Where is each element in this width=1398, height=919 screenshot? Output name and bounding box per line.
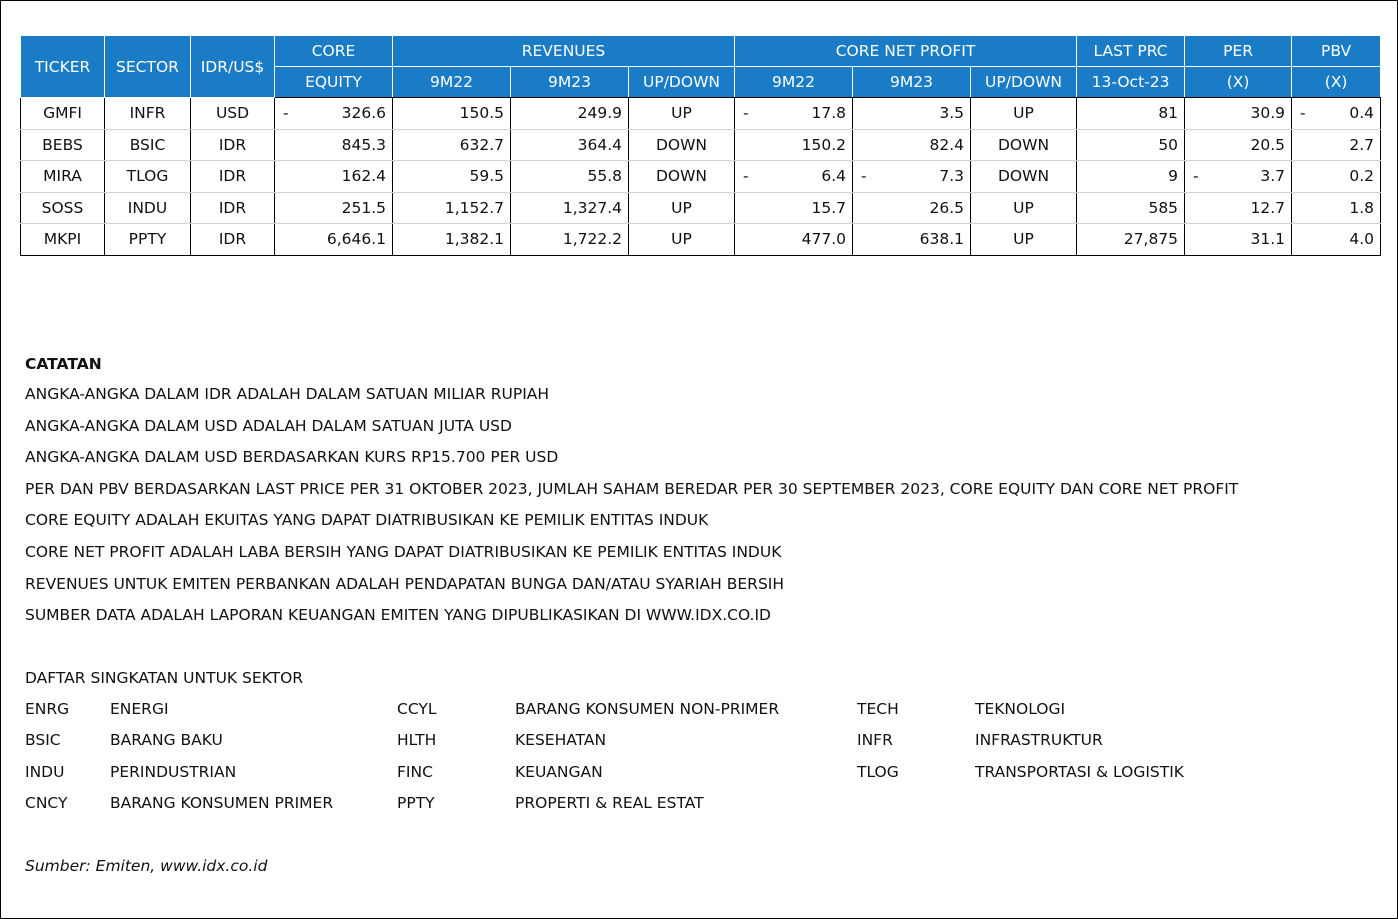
col-rev-9m23-subheader: 9M23 [511,67,629,98]
cell-np-9m22 [735,129,853,161]
col-last-price-header: LAST PRC [1077,36,1185,67]
cell-value: 638.1 [919,230,965,249]
negative-sign: - [1193,167,1199,186]
cell-value: 20.5 [1250,135,1286,154]
sector-code: PPTY [397,793,435,812]
negative-sign: - [1300,104,1306,123]
cell-value: IDR [218,167,247,186]
abbreviations-title: DAFTAR SINGKATAN UNTUK SEKTOR [25,669,304,687]
sector-code: TECH [857,700,899,718]
cell-currency [191,192,275,224]
cell-value: 0.4 [1349,104,1375,123]
cell-value: 3.7 [1260,167,1286,186]
cell-value: UP [1013,198,1034,217]
cell-value: 162.4 [341,167,386,186]
cell-np-9m23 [853,161,971,193]
cell-value: 17.8 [811,104,847,123]
table-row [21,192,1381,224]
cell-value: 1,722.2 [562,230,622,249]
cell-value: 59.5 [469,167,504,186]
sector-name: ENERGI [110,700,169,718]
cell-currency [191,161,275,193]
sector-name: PERINDUSTRIAN [110,762,237,781]
cell-currency [191,129,275,161]
cell-per [1185,98,1292,130]
cell-equity [275,224,393,256]
sector-name: BARANG BAKU [110,731,223,750]
cell-ticker [21,129,105,161]
note-line: PER DAN PBV BERDASARKAN LAST PRICE PER 31 OKTOBER 2023, JUMLAH SAHAM BEREDAR PER 30 SEPTEMBER 2023, CORE EQUITY DAN CORE NET PROFIT [25,479,1239,498]
col-pbv-header: PBV [1292,36,1381,67]
notes-section [25,349,1238,632]
financial-table [20,35,1381,256]
cell-value: DOWN [998,167,1050,186]
cell-value: 6,646.1 [326,230,386,249]
cell-value: INDU [127,198,168,217]
cell-rev-9m23 [511,224,629,256]
source-note: Sumber: Emiten, www.idx.co.id [25,857,268,875]
col-per-unit-subheader: (X) [1185,67,1292,98]
cell-sector [105,98,191,130]
sector-code: HLTH [397,731,437,750]
cell-rev-9m23 [511,161,629,193]
cell-rev-updown [629,192,735,224]
cell-sector [105,224,191,256]
cell-pbv [1292,129,1381,161]
negative-sign: - [861,167,867,186]
cell-value: DOWN [655,135,708,154]
col-revenues-header: REVENUES [393,36,735,67]
cell-value: 3.5 [939,104,965,123]
cell-rev-9m23 [511,129,629,161]
sector-name: TRANSPORTASI & LOGISTIK [975,762,1184,781]
note-line: SUMBER DATA ADALAH LAPORAN KEUANGAN EMITEN YANG DIPUBLIKASIKAN DI WWW.IDX.CO.ID [25,606,771,625]
cell-last-price [1077,192,1185,224]
cell-value: IDR [218,230,247,249]
cell-value: 31.1 [1250,230,1286,249]
cell-value: 30.9 [1250,104,1286,123]
col-pbv-unit-subheader: (X) [1292,67,1381,98]
cell-rev-9m22 [393,224,511,256]
note-line: ANGKA-ANGKA DALAM USD ADALAH DALAM SATUAN JUTA USD [25,416,512,435]
cell-value: UP [671,230,692,249]
cell-value: USD [215,104,250,123]
cell-value: DOWN [655,167,708,186]
cell-value: SOSS [41,198,84,217]
sector-name: INFRASTRUKTUR [975,731,1103,750]
cell-value: TLOG [126,167,169,186]
cell-equity [275,98,393,130]
col-np-updown-subheader: UP/DOWN [971,67,1077,98]
cell-value: 249.9 [577,104,622,123]
cell-last-price [1077,224,1185,256]
col-ticker-header: TICKER [21,36,105,98]
cell-value: 251.5 [341,198,386,217]
cell-pbv [1292,224,1381,256]
cell-last-price [1077,129,1185,161]
sector-code: ENRG [25,700,70,718]
header-row-1 [21,36,1381,67]
cell-value: IDR [218,135,247,154]
cell-np-updown [971,98,1077,130]
table-row [21,98,1381,130]
cell-rev-9m22 [393,129,511,161]
note-line: CORE NET PROFIT ADALAH LABA BERSIH YANG DAPAT DIATRIBUSIKAN KE PEMILIK ENTITAS INDUK [25,542,782,561]
cell-value: 9 [1168,167,1179,186]
cell-np-9m23 [853,224,971,256]
note-line: REVENUES UNTUK EMITEN PERBANKAN ADALAH PENDAPATAN BUNGA DAN/ATAU SYARIAH BERSIH [25,574,785,593]
sector-code: BSIC [25,731,61,750]
cell-value: GMFI [43,104,82,123]
cell-value: INFR [129,104,166,123]
col-currency-header: IDR/US$ [191,36,275,98]
cell-per [1185,161,1292,193]
cell-np-9m22 [735,224,853,256]
cell-value: 1,382.1 [444,230,504,249]
cell-rev-9m22 [393,161,511,193]
table-row [21,224,1381,256]
cell-value: 7.3 [939,167,965,186]
cell-value: 364.4 [577,135,622,154]
cell-value: UP [671,198,692,217]
cell-np-updown [971,192,1077,224]
cell-pbv [1292,161,1381,193]
sector-code: INDU [25,762,65,781]
sector-code: CNCY [25,793,68,812]
cell-sector [105,161,191,193]
cell-np-9m23 [853,129,971,161]
cell-value: 326.6 [341,104,386,123]
cell-per [1185,129,1292,161]
cell-currency [191,98,275,130]
col-core-header: CORE [275,36,393,67]
cell-np-9m22 [735,192,853,224]
note-line: ANGKA-ANGKA DALAM IDR ADALAH DALAM SATUAN MILIAR RUPIAH [25,385,550,403]
cell-value: 1,327.4 [562,198,622,217]
col-core-net-profit-header: CORE NET PROFIT [735,36,1077,67]
cell-value: 82.4 [929,135,965,154]
cell-equity [275,161,393,193]
cell-rev-updown [629,161,735,193]
sector-name: KEUANGAN [515,762,603,781]
cell-rev-9m23 [511,192,629,224]
cell-pbv [1292,192,1381,224]
cell-value: 477.0 [801,230,847,249]
cell-equity [275,129,393,161]
table-row [21,161,1381,193]
negative-sign: - [743,167,749,186]
cell-value: 6.4 [821,167,847,186]
cell-pbv [1292,98,1381,130]
sector-name: BARANG KONSUMEN NON-PRIMER [515,700,780,718]
table-body [21,98,1381,256]
cell-value: BEBS [42,135,83,154]
col-sector-header: SECTOR [105,36,191,98]
cell-ticker [21,192,105,224]
cell-value: PPTY [128,230,167,249]
cell-value: 1.8 [1349,198,1375,217]
cell-ticker [21,161,105,193]
cell-value: 0.2 [1349,167,1375,186]
cell-value: 1,152.7 [444,198,504,217]
table-row [21,129,1381,161]
sector-name: KESEHATAN [515,731,607,750]
negative-sign: - [743,104,749,123]
cell-value: DOWN [998,135,1050,154]
abbreviations-grid [25,694,1325,818]
cell-np-9m23 [853,98,971,130]
col-equity-subheader: EQUITY [275,67,393,98]
cell-value: UP [1013,230,1034,249]
sector-name: TEKNOLOGI [975,700,1066,718]
note-line: CORE EQUITY ADALAH EKUITAS YANG DAPAT DIATRIBUSIKAN KE PEMILIK ENTITAS INDUK [25,511,709,530]
col-rev-updown-subheader: UP/DOWN [629,67,735,98]
cell-value: UP [671,104,692,123]
sector-name: BARANG KONSUMEN PRIMER [110,793,334,812]
cell-np-9m23 [853,192,971,224]
cell-value: 12.7 [1250,198,1286,217]
col-last-price-date-subheader: 13-Oct-23 [1077,67,1185,98]
cell-value: 55.8 [587,167,622,186]
cell-value: 845.3 [341,135,386,154]
cell-value: IDR [218,198,247,217]
cell-last-price [1077,161,1185,193]
cell-sector [105,129,191,161]
cell-value: 150.2 [801,135,847,154]
cell-rev-updown [629,224,735,256]
sector-code: TLOG [857,762,899,781]
sector-name: PROPERTI & REAL ESTAT [515,793,704,812]
cell-value: 4.0 [1349,230,1375,249]
cell-rev-updown [629,98,735,130]
notes-heading: CATATAN [25,355,102,373]
cell-currency [191,224,275,256]
cell-np-9m22 [735,161,853,193]
cell-value: 632.7 [459,135,504,154]
cell-value: UP [1013,104,1034,123]
cell-value: MKPI [43,230,82,249]
cell-last-price [1077,98,1185,130]
cell-value: 585 [1148,198,1179,217]
cell-per [1185,192,1292,224]
cell-value: 27,875 [1123,230,1179,249]
col-np-9m23-subheader: 9M23 [853,67,971,98]
sector-code: FINC [397,762,433,781]
cell-np-updown [971,129,1077,161]
sector-code: INFR [857,731,893,750]
cell-value: 81 [1158,104,1179,123]
cell-value: BSIC [129,135,166,154]
cell-sector [105,192,191,224]
cell-per [1185,224,1292,256]
cell-ticker [21,98,105,130]
cell-rev-9m22 [393,192,511,224]
cell-value: 2.7 [1349,135,1375,154]
cell-value: 150.5 [459,104,504,123]
negative-sign: - [283,104,289,123]
cell-equity [275,192,393,224]
cell-value: 15.7 [811,198,847,217]
cell-np-updown [971,161,1077,193]
cell-ticker [21,224,105,256]
col-np-9m22-subheader: 9M22 [735,67,853,98]
cell-rev-9m23 [511,98,629,130]
cell-np-updown [971,224,1077,256]
cell-rev-updown [629,129,735,161]
cell-np-9m22 [735,98,853,130]
col-per-header: PER [1185,36,1292,67]
col-rev-9m22-subheader: 9M22 [393,67,511,98]
cell-rev-9m22 [393,98,511,130]
note-line: ANGKA-ANGKA DALAM USD BERDASARKAN KURS RP15.700 PER USD [25,448,559,467]
sector-code: CCYL [397,700,437,718]
cell-value: MIRA [43,167,82,186]
cell-value: 26.5 [929,198,965,217]
abbreviations-section [25,663,1325,818]
cell-value: 50 [1158,135,1179,154]
